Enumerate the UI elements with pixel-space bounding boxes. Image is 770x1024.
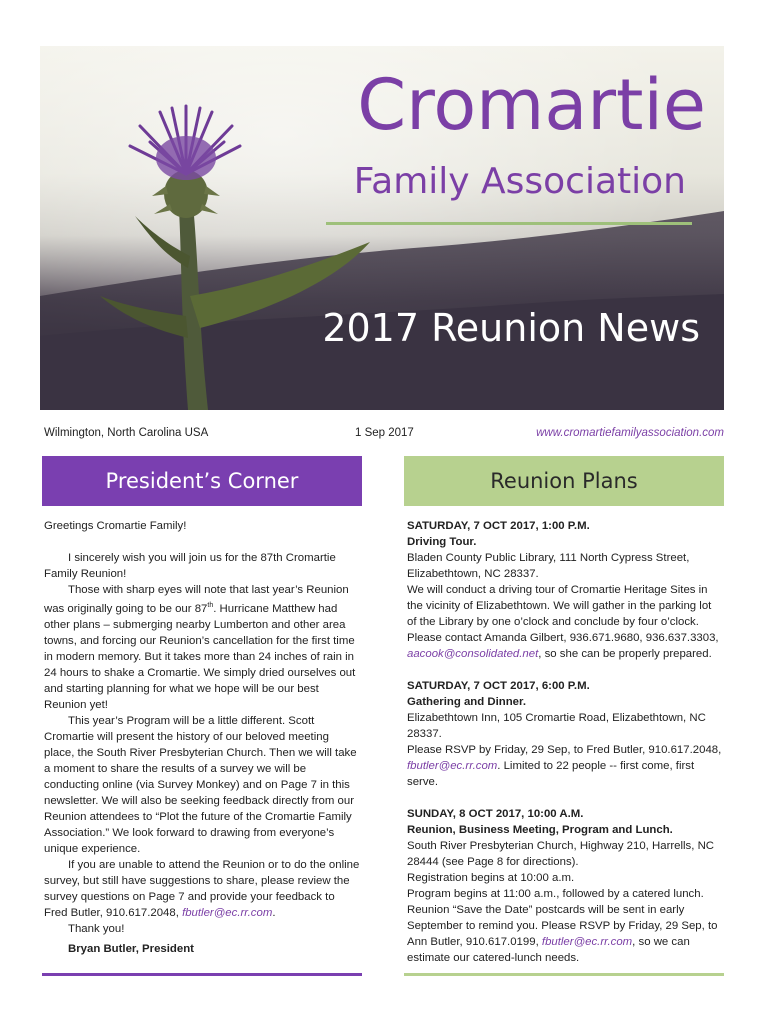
footer-divider-left	[42, 973, 362, 976]
event-details: Registration begins at 10:00 a.m.	[407, 872, 575, 884]
masthead-title: Cromartie	[357, 64, 706, 146]
paragraph: If you are unable to attend the Reunion or to do the online survey, but still have suggestions to share, please review the survey questions on Page 7 and provide your feedback to Fred Butler, 910.617.2048, fbutler@ec.rr.com.	[44, 858, 360, 919]
email-link[interactable]: fbutler@ec.rr.com	[407, 760, 498, 772]
event-details: We will conduct a driving tour of Cromartie Heritage Sites in the vicinity of Elizabethtown. We will gather in the parking lot of the Library by one o’clock and conclude by four o’clock. Please contact Amanda Gilbert, 936.671.9680, 936.637.3303, aacook@consolidated.net, so she can be properly prepared.	[407, 584, 719, 660]
paragraph: Those with sharp eyes will note that last year’s Reunion was originally going to be our 87th. Hurricane Matthew had other plans – submerging nearby Lumberton and other area towns, and forcing our Reunion’s cancellation for the first time in modern memory. But it takes more than 24 inches of rain in 24 hours to shake a Cromartie. We simply dried ourselves out and starting planning for what we hope will be our best Reunion yet!	[44, 584, 356, 711]
presidents-corner-heading: President’s Corner	[42, 456, 362, 506]
masthead-banner	[40, 46, 724, 410]
event-when: SATURDAY, 7 OCT 2017, 1:00 P.M.	[407, 520, 590, 532]
event-when: SATURDAY, 7 OCT 2017, 6:00 P.M.	[407, 680, 590, 692]
event-details: Please RSVP by Friday, 29 Sep, to Fred Butler, 910.617.2048, fbutler@ec.rr.com. Limited to 22 people -- first come, first serve.	[407, 744, 722, 788]
email-link[interactable]: aacook@consolidated.net	[407, 648, 539, 660]
paragraph: I sincerely wish you will join us for the 87th Cromartie Family Reunion!	[44, 552, 336, 580]
event-details: Program begins at 11:00 a.m., followed by a catered lunch.	[407, 888, 704, 900]
greeting-text: Greetings Cromartie Family!	[44, 520, 187, 532]
email-link[interactable]: fbutler@ec.rr.com	[541, 936, 633, 948]
event-when: SUNDAY, 8 OCT 2017, 10:00 A.M.	[407, 808, 584, 820]
paragraph: This year’s Program will be a little different. Scott Cromartie will present the history of our beloved meeting place, the South River Presbyterian Church. Then we will take a moment to share the results of a survey we will be conducting online (via Survey Monkey) and on Page 7 in this newsletter. We will also be seeking feedback directly from our Reunion attendees to “Plot the future of the Cromartie Family Association.” We look forward to drawing from everyone’s unique experience.	[44, 714, 357, 855]
event-dinner	[407, 678, 723, 790]
event-address: Bladen County Public Library, 111 North Cypress Street, Elizabethtown, NC 28337.	[407, 552, 690, 580]
masthead-subtitle: Family Association	[353, 161, 686, 202]
reunion-plans-column	[407, 518, 723, 982]
thanks-text: Thank you!	[68, 922, 125, 935]
event-what: Gathering and Dinner.	[407, 696, 526, 708]
email-link[interactable]: fbutler@ec.rr.com	[182, 906, 273, 919]
masthead-divider	[326, 222, 692, 225]
event-driving-tour	[407, 518, 723, 662]
event-what: Reunion, Business Meeting, Program and Lunch.	[407, 824, 673, 836]
event-address: Elizabethtown Inn, 105 Cromartie Road, Elizabethtown, NC 28337.	[407, 712, 706, 740]
footer-divider-right	[404, 973, 724, 976]
event-reunion	[407, 806, 723, 966]
event-what: Driving Tour.	[407, 536, 477, 548]
presidents-corner-column	[44, 518, 360, 957]
reunion-plans-heading: Reunion Plans	[404, 456, 724, 506]
issue-title: 2017 Reunion News	[322, 306, 700, 350]
issue-date: 1 Sep 2017	[355, 427, 414, 439]
website-link[interactable]: www.cromartiefamilyassociation.com	[536, 427, 724, 439]
signature: Bryan Butler, President	[68, 942, 194, 955]
event-details: Reunion “Save the Date” postcards will be sent in early September to remind you. Please RSVP by Friday, 29 Sep, to Ann Butler, 910.617.0199, fbutler@ec.rr.com, so we can estimate our catered-lunch needs.	[407, 904, 718, 964]
event-address: South River Presbyterian Church, Highway 210, Harrells, NC 28444 (see Page 8 for directions).	[407, 840, 715, 868]
location-text: Wilmington, North Carolina USA	[44, 427, 209, 439]
